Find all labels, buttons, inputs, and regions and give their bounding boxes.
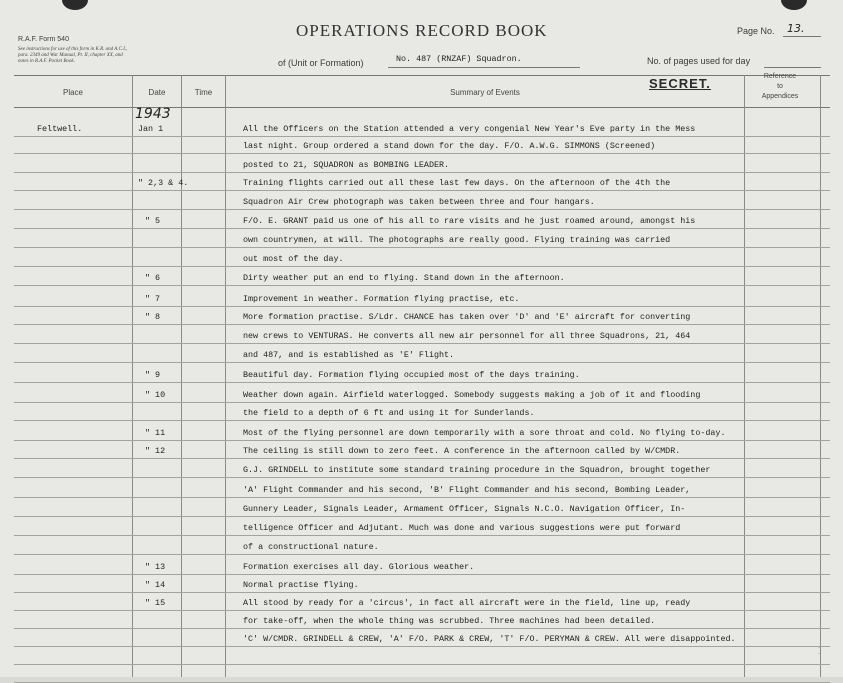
ruled-line: [14, 382, 830, 383]
ruled-line: [14, 646, 830, 647]
ruled-line: [14, 458, 830, 459]
column-divider: [225, 75, 226, 677]
date-entry: " 14: [145, 580, 166, 590]
ruled-line: [14, 574, 830, 575]
ruled-line: [14, 402, 830, 403]
date-entry: " 6: [145, 273, 161, 283]
ruled-line: [14, 209, 830, 210]
ruled-line: [14, 440, 830, 441]
ruled-line: [14, 610, 830, 611]
summary-line: Weather down again. Airfield waterlogged. Somebody suggests making a job of it and flooding: [243, 390, 701, 400]
page-no-label: Page No.: [737, 26, 775, 36]
date-entry: " 10: [145, 390, 166, 400]
summary-line: for take-off, when the whole thing was scrubbed. Three machines had been detailed.: [243, 616, 656, 626]
page-no-underline: [783, 36, 821, 37]
date-entry: " 7: [145, 294, 161, 304]
column-header-time: Time: [194, 88, 213, 97]
ruled-line: [14, 554, 830, 555]
column-divider: [820, 75, 821, 677]
date-entry: " 8: [145, 312, 161, 322]
summary-line: Dirty weather put an end to flying. Stand down in the afternoon.: [243, 273, 565, 283]
ruled-line: [14, 266, 830, 267]
ruled-line: [14, 172, 830, 173]
unit-value: No. 487 (RNZAF) Squadron.: [396, 54, 522, 64]
date-entry: " 15: [145, 598, 166, 608]
summary-line: out most of the day.: [243, 254, 344, 264]
summary-line: F/O. E. GRANT paid us one of his all to rare visits and he just roamed around, amongst his: [243, 216, 696, 226]
column-divider: [181, 75, 182, 677]
date-entry: " 13: [145, 562, 166, 572]
ruled-line: [14, 190, 830, 191]
summary-line: Squadron Air Crew photograph was taken between three and four hangars.: [243, 197, 595, 207]
ruled-line: [14, 516, 830, 517]
pages-used-underline: [764, 67, 821, 68]
summary-line: Formation exercises all day. Glorious weather.: [243, 562, 475, 572]
ruled-line: [14, 247, 830, 248]
summary-line: posted to 21, SQUADRON as BOMBING LEADER.: [243, 160, 450, 170]
summary-line: own countrymen, at will. The photographs are really good. Flying training was carried: [243, 235, 671, 245]
form-note: See instructions for use of this form in K.R. and A.C.I.,: [18, 47, 128, 52]
summary-line: G.J. GRINDELL to institute some standard training procedure in the Squadron, brought together: [243, 465, 711, 475]
margin-mark: − −: [818, 646, 821, 657]
ruled-line: [14, 285, 830, 286]
ruled-line: [14, 228, 830, 229]
summary-line: Improvement in weather. Formation flying practise, etc.: [243, 294, 520, 304]
summary-line: More formation practise. S/Ldr. CHANCE has taken over 'D' and 'E' aircraft for converting: [243, 312, 691, 322]
date-entry: " 5: [145, 216, 161, 226]
summary-line: of a constructional nature.: [243, 542, 379, 552]
ruled-line: [14, 343, 830, 344]
summary-line: telligence Officer and Adjutant. Much was done and various suggestions were put forward: [243, 523, 681, 533]
date-entry: " 2,3 & 4.: [138, 178, 189, 188]
form-note: notes in R.A.F. Pocket Book.: [18, 59, 75, 64]
references-line: to: [777, 83, 783, 90]
summary-line: All the Officers on the Station attended a very congenial New Year's Eve party in the Mess: [243, 124, 696, 134]
ruled-line: [14, 535, 830, 536]
date-entry: " 11: [145, 428, 166, 438]
ruled-line: [14, 136, 830, 137]
ruled-line: [14, 497, 830, 498]
column-header-place: Place: [62, 88, 83, 97]
unit-label: of (Unit or Formation): [278, 58, 364, 68]
pages-used-label: No. of pages used for day: [647, 56, 751, 66]
ruled-line: [14, 628, 830, 629]
ruled-line: [14, 592, 830, 593]
summary-line: All stood by ready for a 'circus', in fact all aircraft were in the field, line up, ready: [243, 598, 691, 608]
summary-line: Most of the flying personnel are down temporarily with a sore throat and cold. No flying to-day.: [243, 428, 726, 438]
ruled-line: [14, 324, 830, 325]
column-header-references: [745, 72, 815, 102]
references-line: Reference: [763, 73, 797, 80]
ruled-line: [14, 477, 830, 478]
binder-hole: [62, 0, 88, 10]
summary-line: last night. Group ordered a stand down for the day. F/O. A.W.G. SIMMONS (Screened): [243, 141, 656, 151]
page-title: OPERATIONS RECORD BOOK: [296, 21, 548, 40]
summary-line: Beautiful day. Formation flying occupied most of the days training.: [243, 370, 580, 380]
binder-hole: [781, 0, 807, 10]
summary-line: new crews to VENTURAS. He converts all new air personnel for all three Squadrons, 21, 464: [243, 331, 691, 341]
column-header-summary: Summary of Events: [450, 88, 520, 97]
ruled-line: [14, 362, 830, 363]
form-note: para. 2349 and War Manual, Pt. II, chapter XX, and: [18, 53, 123, 58]
date-entry: Jan 1: [138, 124, 164, 134]
summary-line: Gunnery Leader, Signals Leader, Armament Officer, Signals N.C.O. Navigation Officer, In-: [243, 504, 686, 514]
column-divider: [132, 75, 133, 677]
references-line: Appendices: [761, 93, 799, 100]
unit-underline: [388, 67, 580, 68]
ruled-line: [14, 420, 830, 421]
ruled-line: [14, 153, 830, 154]
form-id: R.A.F. Form 540: [18, 36, 69, 43]
column-divider: [744, 75, 745, 677]
secret-stamp: SECRET.: [649, 76, 711, 91]
page-no-value: 13.: [787, 22, 805, 35]
summary-line: 'C' W/CMDR. GRINDELL & CREW, 'A' F/O. PARK & CREW, 'T' F/O. PERYMAN & CREW. All were disappointed.: [243, 634, 736, 644]
date-entry: " 9: [145, 370, 161, 380]
summary-line: Training flights carried out all these last few days. On the afternoon of the 4th the: [243, 178, 671, 188]
date-entry: " 12: [145, 446, 166, 456]
ruled-line: [14, 306, 830, 307]
summary-line: Normal practise flying.: [243, 580, 359, 590]
column-header-date: Date: [148, 88, 166, 97]
place-value: Feltwell.: [37, 124, 83, 134]
summary-line: and 487, and is established as 'E' Flight.: [243, 350, 455, 360]
summary-line: The ceiling is still down to zero feet. A conference in the afternoon called by W/CMDR.: [243, 446, 681, 456]
summary-line: 'A' Flight Commander and his second, 'B' Flight Commander and his second, Bombing Leader,: [243, 485, 691, 495]
ruled-line: [14, 664, 830, 665]
year-value: 1943: [135, 106, 171, 122]
summary-line: the field to a depth of 6 ft and using it for Sunderlands.: [243, 408, 535, 418]
